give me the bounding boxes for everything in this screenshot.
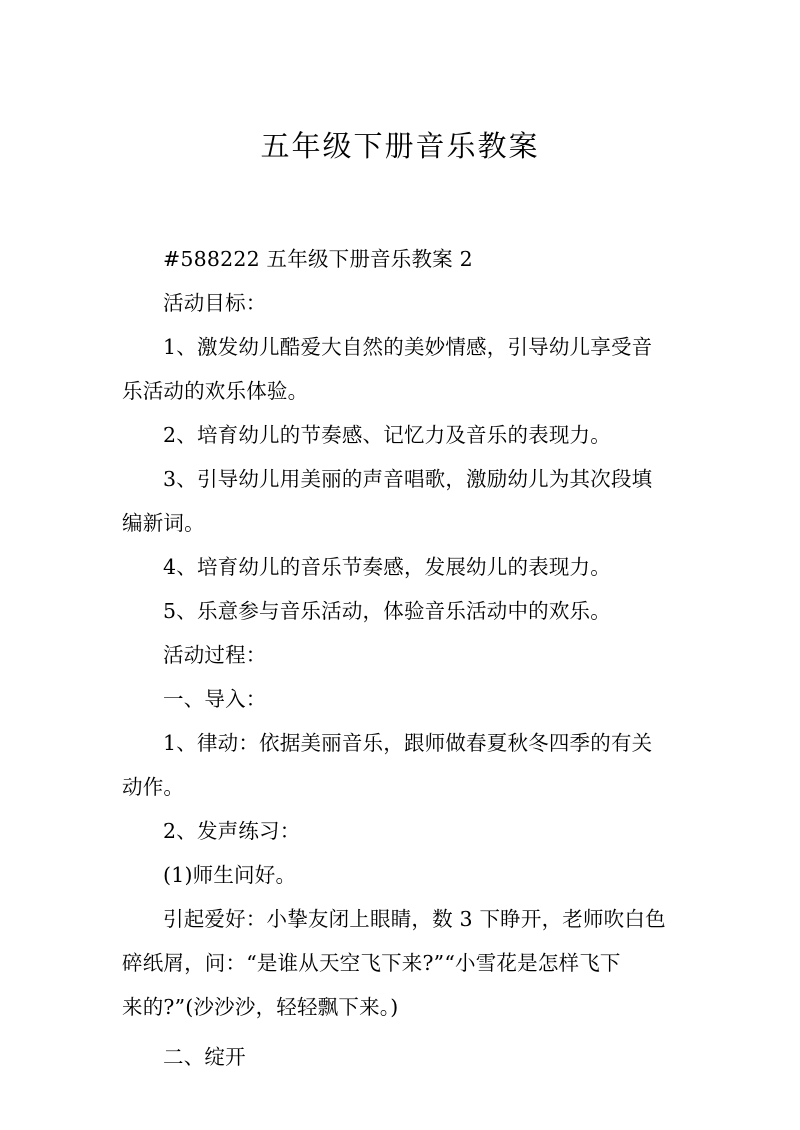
paragraph-line: 动作。: [122, 775, 185, 799]
paragraph-line: (1)师生问好。: [163, 863, 297, 887]
document-title: 五年级下册音乐教案: [260, 129, 540, 163]
paragraph: [122, 897, 686, 1029]
paragraph-line: 3、引导幼儿用美丽的声音唱歌，激励幼儿为其次段填: [163, 467, 653, 491]
paragraph-line: 5、乐意参与音乐活动，体验音乐活动中的欢乐。: [163, 599, 611, 623]
paragraph: [122, 589, 686, 633]
paragraph-line: 二、绽开: [163, 1045, 246, 1069]
paragraph-line: 1、律动：依据美丽音乐，跟师做春夏秋冬四季的有关: [163, 731, 653, 755]
paragraph-line: 一、导入：: [163, 687, 267, 711]
paragraph-line: 乐活动的欢乐体验。: [122, 379, 309, 403]
paragraph-line: 2、培育幼儿的节奏感、记忆力及音乐的表现力。: [163, 423, 611, 447]
paragraph: [122, 281, 686, 325]
paragraph-line: 编新词。: [122, 511, 205, 535]
paragraph: [122, 457, 686, 545]
paragraph: [122, 633, 686, 677]
paragraph-line: 1、激发幼儿酷爱大自然的美妙情感，引导幼儿享受音: [163, 335, 653, 359]
paragraph: [122, 545, 686, 589]
paragraph: [122, 325, 686, 413]
paragraph: [122, 809, 686, 853]
paragraph-line: #588222 五年级下册音乐教案 2: [163, 247, 473, 271]
paragraph-line: 活动目标：: [163, 291, 267, 315]
paragraph-line: 4、培育幼儿的音乐节奏感，发展幼儿的表现力。: [163, 555, 611, 579]
paragraph-line: 来的?”(沙沙沙，轻轻飘下来。): [122, 995, 399, 1019]
paragraph: [122, 413, 686, 457]
paragraph: [122, 237, 686, 281]
paragraph: [122, 1035, 686, 1079]
paragraph: [122, 721, 686, 809]
paragraph-line: 活动过程：: [163, 643, 267, 667]
paragraph-line: 2、发声练习：: [163, 819, 301, 843]
paragraph-line: 碎纸屑，问：“是谁从天空飞下来?”“小雪花是怎样飞下: [122, 951, 621, 975]
document-body: [122, 237, 686, 1079]
paragraph-line: 引起爱好：小挚友闭上眼睛，数 3 下睁开，老师吹白色: [163, 907, 666, 931]
paragraph: [122, 853, 686, 897]
paragraph: [122, 677, 686, 721]
